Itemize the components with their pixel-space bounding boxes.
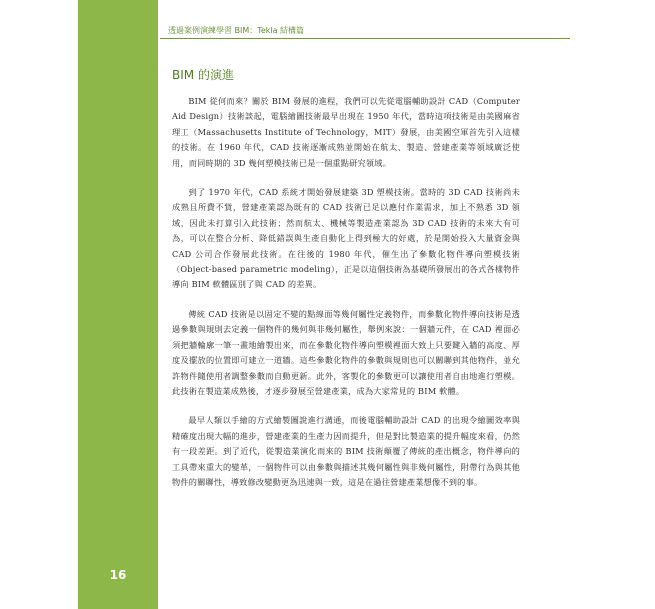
paragraph-1: BIM 從何而來？關於 BIM 發展的進程，我們可以先從電腦輔助設計 CAD（Computer Aid Design）技術談起，電腦繪圖技術最早出現在 1950 年代，當時這項技術是由美國麻省理工（Massachusetts Institute of Technology，MIT）發展，由美國空軍首先引入這樣的技術。在 1960 年代，CAD 技術逐漸成熟並開始在航太、製造、營建產業等領域廣泛使用，而同時期的 3D 幾何塑模技術已是一個重點研究領域。 <box>172 96 520 168</box>
paragraph-2: 到了 1970 年代，CAD 系統才開始發展建築 3D 塑模技術。當時的 3D CAD 技術尚未成熟且所費不貲，營建產業認為既有的 CAD 技術已足以應付作業需求，加上不熟悉 3D 領域，因此未打算引入此技術；然而航太、機械等製造產業認為 3D CAD 技術的未來大有可為，可以在整合分析、降低錯誤與生產自動化上得到極大的好處，於是開始投入大量資金與 CAD 公司合作發展此技術。在往後的 1980 年代，催生出了參數化物件導向塑模技術（Object-based parametric modeling），正是以這個技術為基礎所發展出的各式各樣物件導向 BIM 軟體區別了與 CAD 的差異。 <box>172 187 520 290</box>
green-side-bar <box>78 0 158 609</box>
section-title: BIM 的演進 <box>172 68 234 82</box>
header-divider <box>160 38 570 39</box>
page-number: 16 <box>109 568 127 582</box>
body-text <box>172 94 520 504</box>
paragraph-3: 傳統 CAD 技術是以固定不變的點線面等幾何屬性定義物件，而參數化物件導向技術是透過參數與規則去定義一個物件的幾何與非幾何屬性，舉例來說：一個牆元件，在 CAD 裡面必須把牆輪廓一筆一畫地繪製出來，而在參數化物件導向塑模裡面大致上只要鍵入牆的高度、厚度及擺放的位置即可建立一道牆。這些參數化物件的參數與規則也可以關聯到其他物件，並允許物件隨使用者調整參數而自動更新。此外，客製化的參數更可以讓使用者自由地進行塑模。此技術在製造業成熟後，才逐步發展至營建產業，成為大家常見的 BIM 軟體。 <box>172 308 520 396</box>
paragraph-4: 最早人類以手繪的方式繪製圖說進行溝通，而後電腦輔助設計 CAD 的出現令繪圖效率與精確度出現大幅的進步，營建產業的生產力因而提升，但是對比製造業的提升幅度來看，仍然有一段差距。到了近代，從製造業演化而來的 BIM 技術顛覆了傳統的產出概念，物件導向的工具帶來重大的變革，一個物件可以由參數與描述其幾何屬性與非幾何屬性，附帶行為與其他物件的關聯性，導致修改變動更為迅速與一致，這是在過往營建產業想像不到的事。 <box>172 415 520 487</box>
running-head: 透過案例演練學習 BIM：Tekla 結構篇 <box>168 26 305 35</box>
